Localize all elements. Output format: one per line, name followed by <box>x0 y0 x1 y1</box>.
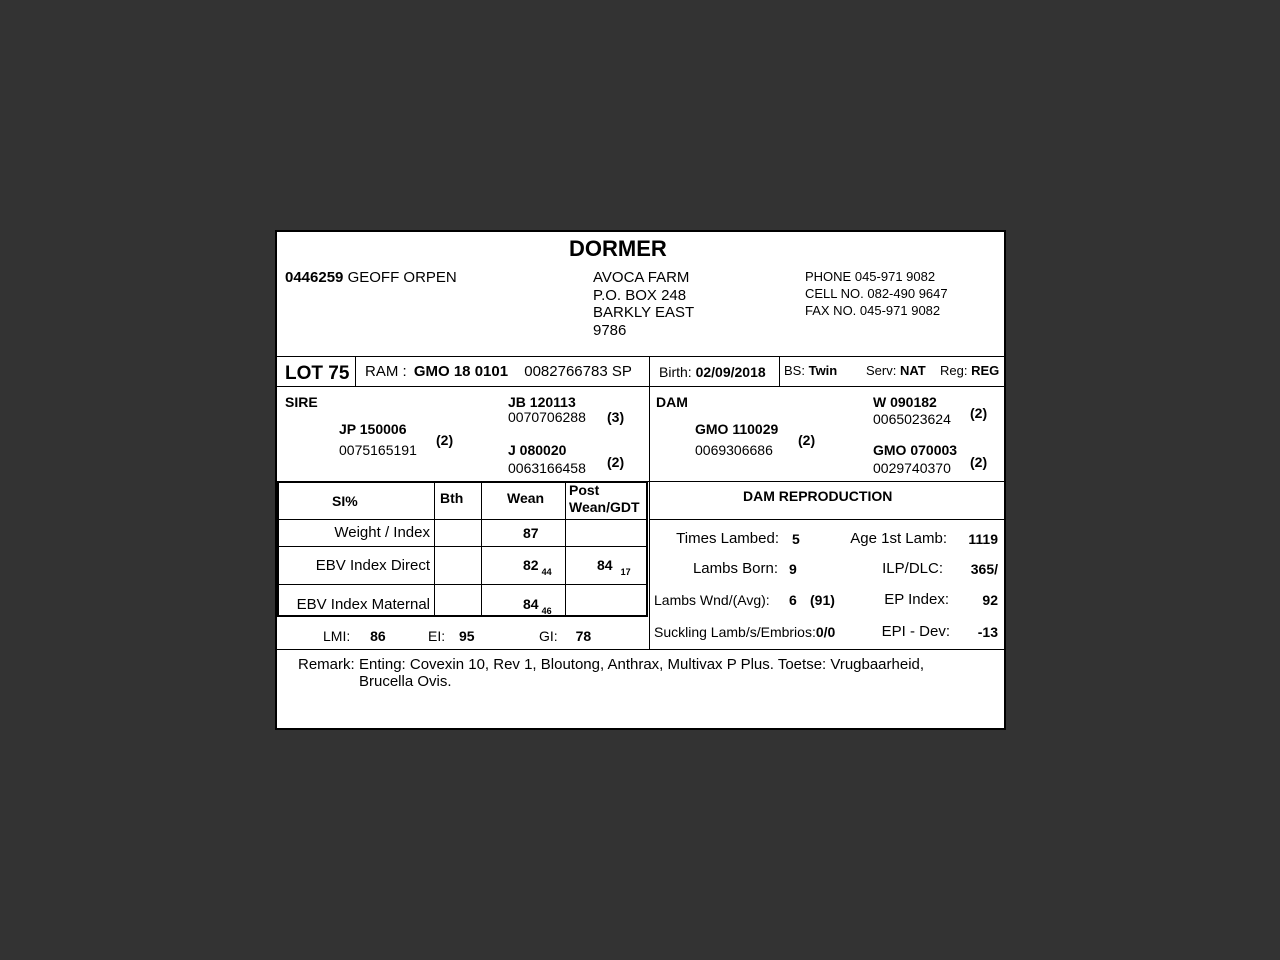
dam-repro-title: DAM REPRODUCTION <box>743 488 893 504</box>
post-header-line: Post <box>569 482 600 498</box>
breeder-name: GEOFF ORPEN <box>347 269 457 286</box>
times-lambed-value: 5 <box>792 531 800 547</box>
divider <box>481 481 482 617</box>
reg-info <box>940 363 999 378</box>
sire-id: JP 150006 <box>339 421 407 437</box>
sire-count: (2) <box>436 432 454 448</box>
row-label-ebv-direct: EBV Index Direct <box>315 557 430 574</box>
lambs-born-label: Lambs Born: <box>692 560 778 577</box>
serv-value: NAT <box>899 363 926 378</box>
bs-label: BS: <box>784 363 805 378</box>
sire-sire-count: (3) <box>607 409 625 425</box>
dam-sire-id: W 090182 <box>873 394 937 410</box>
sire-reg: 0075165191 <box>339 442 417 458</box>
wean-header: Wean <box>507 490 545 506</box>
divider <box>649 519 1004 520</box>
ebv-maternal-wean-acc: 46 <box>541 606 552 616</box>
lmi-label: LMI: <box>323 628 351 644</box>
post-header-line: Wean/GDT <box>569 499 640 515</box>
remark-line-1: Enting: Covexin 10, Rev 1, Bloutong, Anthrax, Multivax P Plus. Toetse: Vrugbaarheid, <box>359 656 925 673</box>
gi-value: 78 <box>575 628 592 644</box>
ram-id: GMO 18 0101 <box>413 363 509 380</box>
divider <box>277 584 648 585</box>
sire-dam-count: (2) <box>607 454 625 470</box>
sire-dam-reg: 0063166458 <box>508 460 586 476</box>
age-first-lamb-value: 1119 <box>968 531 998 547</box>
address-line: BARKLY EAST <box>593 304 695 321</box>
divider <box>277 546 648 547</box>
ebv-maternal-wean-value: 84 <box>523 596 539 612</box>
lambs-weaned-value: 6 <box>789 592 797 608</box>
row-label-ebv-maternal: EBV Index Maternal <box>296 596 430 613</box>
divider <box>565 481 566 617</box>
bs-value: Twin <box>808 363 838 378</box>
ei-value: 95 <box>459 628 475 644</box>
lmi <box>323 628 386 644</box>
suckling-label-text: Suckling Lamb/s/Embrios: <box>654 624 816 640</box>
divider <box>277 356 1004 357</box>
dam-dam-id: GMO 070003 <box>873 442 958 458</box>
ebv-direct-post-acc: 17 <box>620 567 631 577</box>
divider <box>277 649 1004 650</box>
address-block <box>593 269 694 339</box>
divider <box>649 481 650 649</box>
gi-label: GI: <box>539 628 558 644</box>
dam-dam-count: (2) <box>970 454 988 470</box>
dam-label: DAM <box>656 394 688 410</box>
suckling-label <box>654 624 835 640</box>
divider <box>649 356 650 481</box>
ilp-dlc-label: ILP/DLC: <box>882 560 943 577</box>
lmi-value: 86 <box>370 628 386 644</box>
row-label-weight-index: Weight / Index <box>334 524 430 541</box>
contact-block <box>805 268 948 319</box>
epi-dev-label: EPI - Dev: <box>881 623 950 640</box>
reg-value: REG <box>971 363 1000 378</box>
ei <box>428 628 475 644</box>
breed-title: DORMER <box>569 236 667 261</box>
divider <box>277 519 648 520</box>
ep-index-value: 92 <box>982 592 998 608</box>
breeder-number: 0446259 <box>285 269 344 286</box>
divider <box>779 356 780 386</box>
ebv-maternal-wean <box>523 596 552 616</box>
lot-number: LOT 75 <box>285 363 350 384</box>
bth-header: Bth <box>440 490 464 506</box>
epi-dev-value: -13 <box>977 624 998 640</box>
address-line: 9786 <box>593 321 627 339</box>
lambs-weaned-label: Lambs Wnd/(Avg): <box>654 592 770 608</box>
divider <box>277 386 1004 387</box>
ebv-direct-wean <box>523 557 552 577</box>
ram-reg: 0082766783 SP <box>524 363 632 380</box>
weight-index-wean: 87 <box>523 525 539 541</box>
breeder <box>285 269 457 286</box>
ebv-direct-post-value: 84 <box>597 557 613 573</box>
dam-sire-reg: 0065023624 <box>873 411 951 427</box>
sire-dam-id: J 080020 <box>508 442 567 458</box>
divider <box>434 481 435 617</box>
ram-label: RAM : <box>365 363 407 380</box>
dam-id: GMO 110029 <box>695 421 779 437</box>
serv-label: Serv: <box>866 363 897 378</box>
remark-label: Remark: <box>298 656 355 673</box>
ram-info <box>365 363 632 380</box>
lot-card <box>275 230 1006 730</box>
serv-info <box>866 363 926 378</box>
ilp-dlc-value: 365/ <box>970 561 998 577</box>
ebv-direct-wean-acc: 44 <box>541 567 552 577</box>
ei-label: EI: <box>428 628 446 644</box>
cell: CELL NO. 082-490 9647 <box>805 286 948 301</box>
gi <box>539 628 591 644</box>
remark-line-2: Brucella Ovis. <box>359 673 452 690</box>
reg-label: Reg: <box>940 363 968 378</box>
birth-info <box>659 364 766 380</box>
birth-label: Birth: <box>659 364 692 380</box>
lambs-weaned-avg: (91) <box>810 592 835 608</box>
suckling-value: 0/0 <box>815 624 836 640</box>
ebv-direct-post <box>597 557 631 577</box>
ep-index-label: EP Index: <box>884 591 949 608</box>
address-line: P.O. BOX 248 <box>593 286 687 304</box>
sire-sire-id: JB 120113 <box>508 394 576 410</box>
ebv-direct-wean-value: 82 <box>523 557 539 573</box>
cropped-text-strip <box>275 729 1006 732</box>
bs-info <box>784 363 837 378</box>
dam-count: (2) <box>798 432 816 448</box>
sire-sire-reg: 0070706288 <box>508 409 586 425</box>
address-line: AVOCA FARM <box>593 269 690 286</box>
fax: FAX NO. 045-971 9082 <box>805 303 941 318</box>
si-header: SI% <box>332 493 358 509</box>
dam-dam-reg: 0029740370 <box>873 460 951 476</box>
divider <box>355 356 356 386</box>
post-wean-header <box>569 482 640 516</box>
lambs-born-value: 9 <box>789 561 797 577</box>
dam-reg: 0069306686 <box>695 442 773 458</box>
sire-label: SIRE <box>285 394 318 410</box>
age-first-lamb-label: Age 1st Lamb: <box>850 530 947 547</box>
birth-date: 02/09/2018 <box>695 364 766 380</box>
dam-sire-count: (2) <box>970 405 988 421</box>
phone: PHONE 045-971 9082 <box>805 269 936 284</box>
times-lambed-label: Times Lambed: <box>676 530 779 547</box>
